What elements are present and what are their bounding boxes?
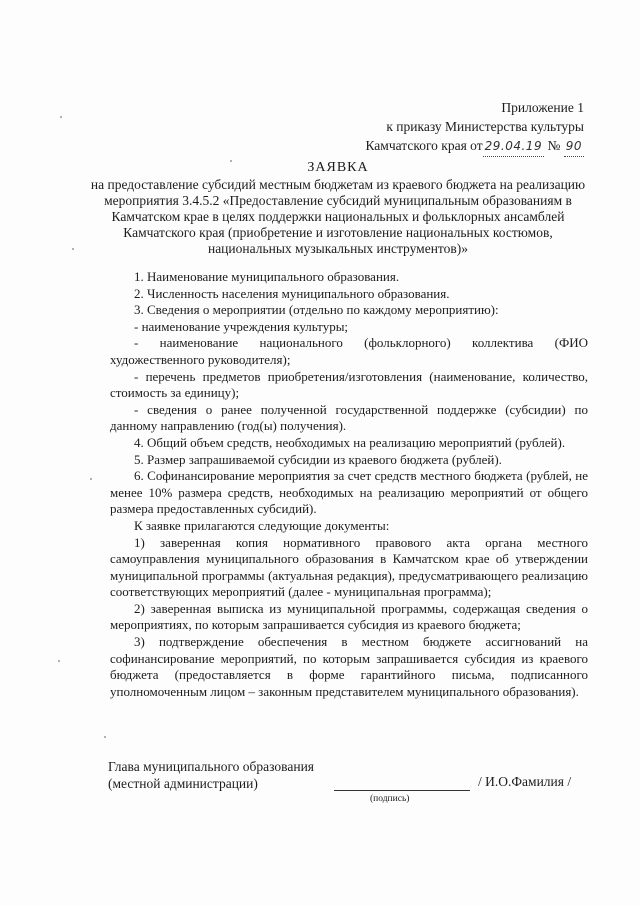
item-3-sub-1: - наименование учреждения культуры;: [134, 318, 349, 334]
number-sign: №: [547, 138, 561, 153]
appendix-title: Приложение 1: [501, 100, 584, 115]
document-body: [110, 269, 588, 700]
appendix-date-line: [254, 136, 584, 157]
item-3: 3. Сведения о мероприятии (отдельно по каждому мероприятию):: [134, 302, 499, 318]
scan-speck: [90, 478, 92, 480]
signature-note: (подпись): [370, 794, 410, 804]
handwritten-number: 90: [564, 137, 584, 157]
handwritten-date: 29.04.19: [483, 137, 544, 157]
scan-speck: [230, 160, 232, 162]
title-heading: ЗАЯВКА: [307, 160, 369, 175]
appendix-block: [254, 98, 584, 157]
document-title: [88, 160, 588, 257]
title-text: на предоставление субсидий местным бюджетам из краевого бюджета на реализацию мероприятия 3.4.5.2 «Предоставление субсидий муниципальным образованиям в Камчатском крае в целях поддержки национальных и фольклорных ансамблей Камчатского края (приобретение и изготовление национальных костюмов, национальных музыкальных инструментов)»: [90, 177, 586, 256]
attachment-3: 3) подтверждение обеспечения в местном бюджете ассигнований на софинансирование мероприятий, по которым запрашивается субсидия из краевого бюджета (предоставляется в форме гарантийного письма, подписанного уполномоченным лицом – законным представителем муниципального образования).: [110, 634, 588, 699]
attachment-2: 2) заверенная выписка из муниципальной программы, содержащая сведения о мероприятиях, по которым запрашивается субсидия из краевого бюджета;: [110, 600, 588, 633]
signature-name: / И.О.Фамилия /: [478, 774, 572, 789]
item-6: 6. Софинансирование мероприятия за счет средств местного бюджета (рублей, не менее 10% размера средств, необходимых на реализацию мероприятий от общего размера предоставленных субсидий).: [110, 468, 588, 517]
scan-speck: [60, 116, 62, 118]
attachments-heading: К заявке прилагаются следующие документы:: [134, 517, 390, 533]
item-5: 5. Размер запрашиваемой субсидии из краевого бюджета (рублей).: [134, 451, 502, 467]
appendix-region: Камчатского края от: [365, 138, 483, 153]
scan-speck: [72, 248, 74, 250]
scan-speck: [104, 736, 106, 738]
item-1: 1. Наименование муниципального образования.: [134, 269, 400, 284]
attachment-1: 1) заверенная копия нормативного правового акта органа местного самоуправления муниципального образования в Камчатском крае об утверждении муниципальной программы (актуальная редакция), предусматривающего реализацию соответствующих мероприятий (далее - муниципальная программа);: [110, 534, 588, 600]
item-3-sub-4: - сведения о ранее полученной государственной поддержке (субсидии) по данному направлению (год(ы) получения).: [110, 401, 588, 434]
scan-speck: [58, 660, 60, 662]
item-3-sub-3: - перечень предметов приобретения/изготовления (наименование, количество, стоимость за единицу);: [110, 368, 588, 401]
signature-title: Глава муниципального образования: [108, 759, 315, 774]
signature-line: [334, 790, 470, 791]
item-2: 2. Численность населения муниципального образования.: [134, 285, 450, 301]
item-3-sub-2: - наименование национального (фольклорного) коллектива (ФИО художественного руководителя);: [110, 335, 588, 367]
signature-subtitle: (местной администрации): [108, 776, 258, 791]
appendix-order: к приказу Министерства культуры: [386, 119, 584, 134]
item-4: 4. Общий объем средств, необходимых на реализацию мероприятий (рублей).: [134, 434, 566, 450]
